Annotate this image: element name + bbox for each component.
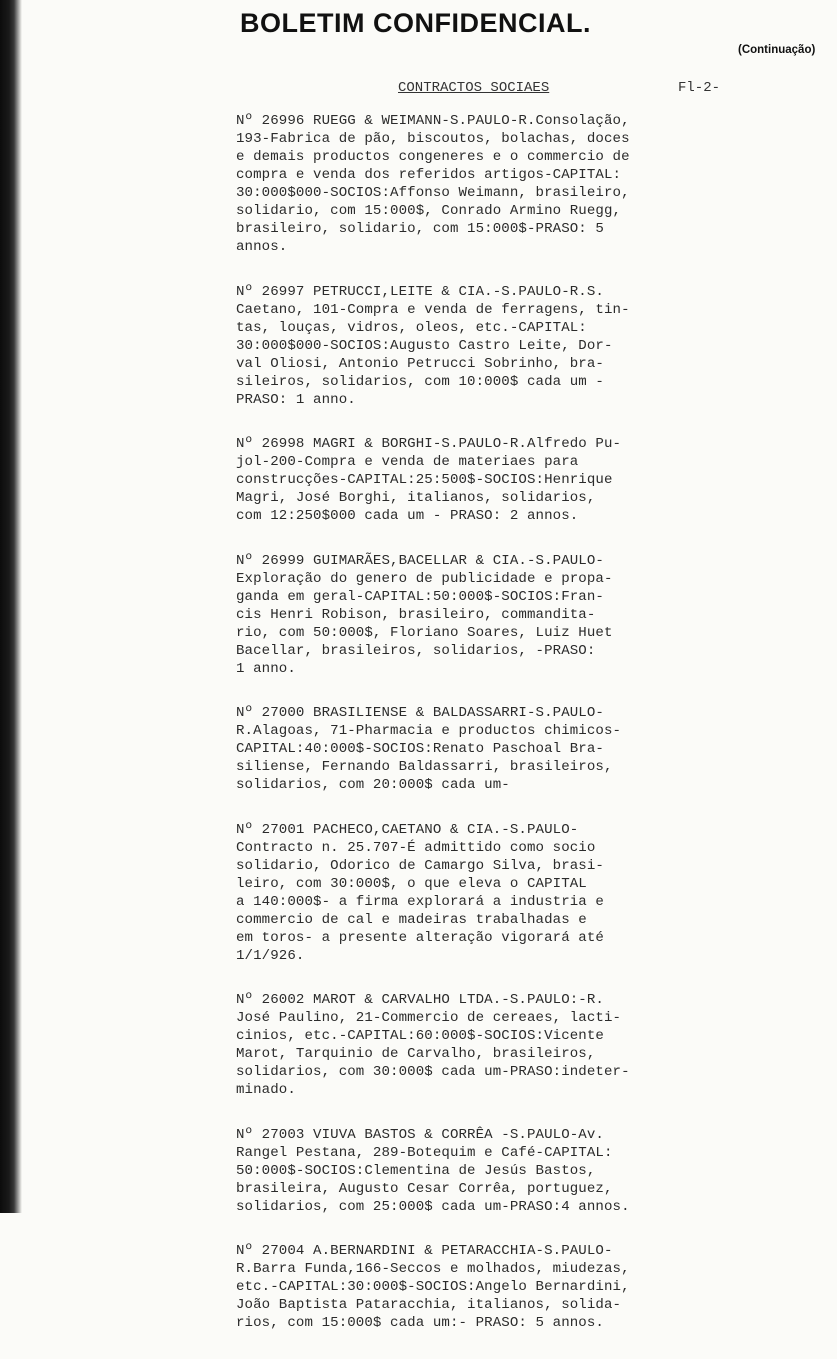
- entry-line: com 12:250$000 cada um - PRASO: 2 annos.: [236, 508, 579, 524]
- contract-entry: [236, 283, 716, 409]
- contract-entry: [236, 112, 716, 256]
- bulletin-title: BOLETIM CONFIDENCIAL.: [240, 8, 591, 38]
- entry-line: construcções-CAPITAL:25:500$-SOCIOS:Henrique: [236, 472, 613, 488]
- entry-line: rio, com 50:000$, Floriano Soares, Luiz Huet: [236, 624, 613, 641]
- entry-line: Rangel Pestana, 289-Botequim e Café-CAPITAL:: [236, 1144, 613, 1161]
- entry-line: solidario, com 15:000$, Conrado Armino Ruegg,: [236, 203, 622, 219]
- entry-line: cinios, etc.-CAPITAL:60:000$-SOCIOS:Vicente: [236, 1028, 604, 1044]
- entry-line: Exploração do genero de publicidade e propa-: [236, 570, 613, 587]
- entry-line: ganda em geral-CAPITAL:50:000$-SOCIOS:Fran-: [236, 588, 604, 605]
- entry-line: Marot, Tarquinio de Carvalho, brasileiros,: [236, 1046, 596, 1062]
- section-title: CONTRACTOS SOCIAES: [398, 80, 550, 96]
- entry-line: cis Henri Robison, brasileiro, commandita-: [236, 606, 596, 623]
- entry-line: João Baptista Pataracchia, italianos, solida-: [236, 1297, 622, 1313]
- page-number: Fl-2-: [678, 80, 721, 96]
- entry-line: tas, louças, vidros, oleos, etc.-CAPITAL:: [236, 319, 587, 336]
- entry-line: Nº 26998 MAGRI & BORGHI-S.PAULO-R.Alfredo Pu-: [236, 436, 622, 452]
- entry-line: commercio de cal e madeiras trabalhadas e: [236, 911, 587, 928]
- page-binding-edge: [0, 0, 22, 1213]
- entry-line: etc.-CAPITAL:30:000$-SOCIOS:Angelo Bernardini,: [236, 1279, 630, 1295]
- entry-line: Bacellar, brasileiros, solidarios, -PRASO:: [236, 642, 596, 659]
- entry-line: CAPITAL:40:000$-SOCIOS:Renato Paschoal Bra-: [236, 741, 604, 757]
- entry-line: Contracto n. 25.707-É admittido como socio: [236, 839, 596, 856]
- entry-line: 193-Fabrica de pão, biscoutos, bolachas, doces: [236, 131, 630, 147]
- entry-line: Caetano, 101-Compra e venda de ferragens, tin-: [236, 301, 630, 318]
- contract-entry: [236, 435, 716, 525]
- entry-line: rios, com 15:000$ cada um:- PRASO: 5 annos.: [236, 1315, 604, 1331]
- contract-entry: [236, 1242, 716, 1332]
- entry-line: minado.: [236, 1082, 296, 1098]
- entry-line: annos.: [236, 239, 288, 255]
- entry-line: 30:000$000-SOCIOS:Augusto Castro Leite, Dor-: [236, 337, 613, 354]
- entry-line: Nº 26996 RUEGG & WEIMANN-S.PAULO-R.Consolação,: [236, 113, 630, 129]
- entry-line: Nº 27004 A.BERNARDINI & PETARACCHIA-S.PAULO-: [236, 1243, 613, 1259]
- entry-line: PRASO: 1 anno.: [236, 391, 356, 408]
- entry-line: compra e venda dos referidos artigos-CAPITAL:: [236, 167, 622, 183]
- entry-line: Nº 26999 GUIMARÃES,BACELLAR & CIA.-S.PAULO-: [236, 552, 604, 569]
- entry-line: 50:000$-SOCIOS:Clementina de Jesús Bastos,: [236, 1162, 596, 1179]
- contract-entry: [236, 704, 716, 794]
- entry-line: Nº 26002 MAROT & CARVALHO LTDA.-S.PAULO:-R.: [236, 992, 604, 1008]
- entry-line: Nº 27000 BRASILIENSE & BALDASSARRI-S.PAULO-: [236, 705, 604, 721]
- entry-line: solidarios, com 20:000$ cada um-: [236, 777, 510, 793]
- entry-line: Nº 27003 VIUVA BASTOS & CORRÊA -S.PAULO-Av.: [236, 1126, 604, 1143]
- entry-line: Nº 27001 PACHECO,CAETANO & CIA.-S.PAULO-: [236, 821, 579, 838]
- entry-line: brasileiro, solidario, com 15:000$-PRASO: 5: [236, 221, 604, 237]
- entry-line: siliense, Fernando Baldassarri, brasileiros,: [236, 759, 613, 775]
- entry-line: solidario, Odorico de Camargo Silva, brasi-: [236, 857, 604, 874]
- entry-line: e demais productos congeneres e o commercio de: [236, 149, 630, 165]
- contract-entry: [236, 821, 716, 965]
- entry-line: a 140:000$- a firma explorará a industria e: [236, 893, 604, 910]
- entry-line: solidarios, com 30:000$ cada um-PRASO:indeter-: [236, 1064, 630, 1080]
- contract-entry: [236, 1126, 716, 1216]
- entry-line: R.Barra Funda,166-Seccos e molhados, miudezas,: [236, 1261, 630, 1277]
- continuation-label: (Continuação): [738, 44, 816, 56]
- entry-line: val Oliosi, Antonio Petrucci Sobrinho, bra-: [236, 355, 604, 372]
- entry-line: brasileira, Augusto Cesar Corrêa, portuguez,: [236, 1180, 613, 1197]
- contract-entry: [236, 991, 716, 1099]
- entry-line: 1/1/926.: [236, 947, 305, 964]
- entry-line: solidarios, com 25:000$ cada um-PRASO:4 annos.: [236, 1198, 630, 1215]
- entries-list: [236, 112, 716, 1359]
- entry-line: 1 anno.: [236, 660, 296, 677]
- entry-line: R.Alagoas, 71-Pharmacia e productos chimicos-: [236, 723, 622, 739]
- entry-line: Magri, José Borghi, italianos, solidarios,: [236, 490, 596, 506]
- entry-line: sileiros, solidarios, com 10:000$ cada um -: [236, 373, 604, 390]
- contract-entry: [236, 552, 716, 678]
- entry-line: 30:000$000-SOCIOS:Affonso Weimann, brasileiro,: [236, 185, 630, 201]
- entry-line: Nº 26997 PETRUCCI,LEITE & CIA.-S.PAULO-R.S.: [236, 283, 604, 300]
- entry-line: jol-200-Compra e venda de materiaes para: [236, 454, 579, 470]
- entry-line: José Paulino, 21-Commercio de cereaes, lacti-: [236, 1010, 622, 1026]
- entry-line: em toros- a presente alteração vigorará até: [236, 929, 604, 946]
- entry-line: leiro, com 30:000$, o que eleva o CAPITAL: [236, 875, 587, 892]
